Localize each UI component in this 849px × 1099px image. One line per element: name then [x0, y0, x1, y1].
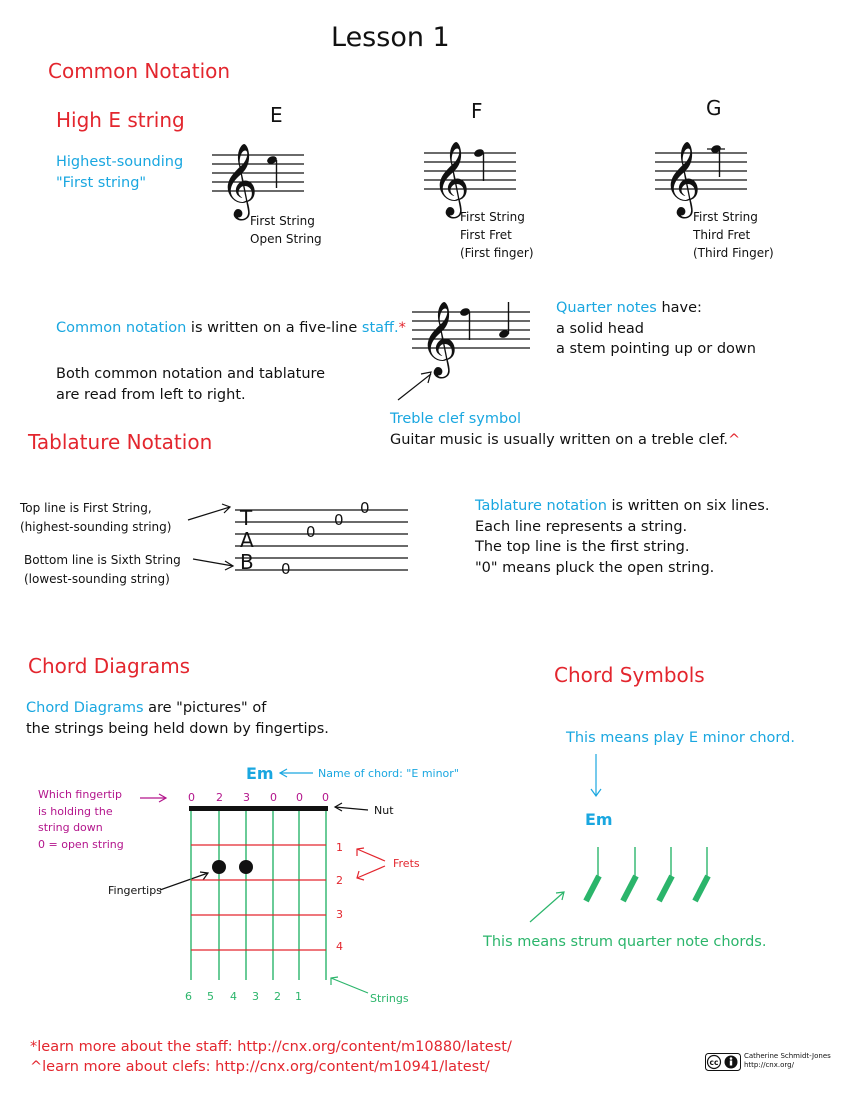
strum-slash [623, 876, 636, 901]
chord-symbols-heading: Chord Symbols [554, 663, 705, 687]
fingertip-label: Which fingertip is holding the string down 0 = open string [38, 788, 124, 851]
treble-clef-icon: 𝄞 [420, 302, 458, 376]
fret-number: 2 [336, 874, 343, 887]
note-letter-e: E [270, 103, 283, 127]
tab-bottom-line-label: Bottom line is Sixth String (lowest-sounding string) [24, 553, 181, 586]
nut-label: Nut [374, 804, 394, 817]
license-attribution: Catherine Schmidt-Jones http://cnx.org/ [744, 1052, 831, 1069]
fingertips-label: Fingertips [108, 884, 162, 897]
read-direction-text: Both common notation and tablature are read from left to right. [56, 366, 326, 403]
clef-link[interactable]: ^learn more about clefs: http://cnx.org/content/m10941/latest/ [30, 1059, 490, 1075]
staff-e-diagram [212, 144, 304, 218]
treble-clef-icon: 𝄞 [663, 142, 701, 216]
staff-g-diagram [655, 142, 747, 216]
tab-staff [185, 500, 410, 580]
strum-diagram [520, 752, 720, 932]
frets-label: Frets [393, 857, 420, 870]
tab-digit: 0 [334, 511, 344, 529]
tab-top-line-label: Top line is First String, (highest-sounding string) [20, 501, 172, 534]
strum-slash [659, 876, 672, 901]
quarter-note-staff [412, 302, 530, 407]
strum-slash [586, 876, 599, 901]
chord-diagrams-heading: Chord Diagrams [28, 654, 191, 678]
chord-name-label: Name of chord: "E minor" [318, 767, 459, 780]
cc-by-icon [705, 1053, 741, 1071]
strum-text: This means strum quarter note chords. [483, 934, 767, 950]
fret-number: 1 [336, 841, 343, 854]
note-letter-g: G [706, 96, 722, 120]
svg-text:cc: cc [709, 1058, 719, 1067]
page-title: Lesson 1 [331, 22, 450, 53]
fingertip-dot [212, 860, 226, 874]
fret-number: 4 [336, 940, 343, 953]
staff-sentence: Common notation is written on a five-line staff.* [56, 320, 406, 336]
common-notation-heading: Common Notation [48, 59, 231, 83]
strings-label: Strings [370, 992, 409, 1005]
fret-number: 3 [336, 908, 343, 921]
note-g-caption: First String Third Fret (Third Finger) [693, 210, 774, 260]
tab-letters: T A B [240, 506, 254, 574]
staff-f-diagram [424, 142, 516, 216]
treble-clef-icon: 𝄞 [432, 142, 470, 216]
high-e-desc: Highest-sounding "First string" [56, 154, 184, 191]
tab-digit: 0 [281, 560, 291, 578]
chord-symbol: Em [585, 810, 613, 829]
note-e-caption: First String Open String [250, 214, 322, 246]
tablature-desc: Tablature notation is written on six lines. Each line represents a string. The top line is the first string. "0" means pluck the open string. [475, 498, 770, 576]
chord-play-text: This means play E minor chord. [566, 730, 795, 746]
strum-slash [695, 876, 708, 901]
treble-clef-icon: 𝄞 [220, 144, 258, 218]
note-f-caption: First String First Fret (First finger) [460, 210, 534, 260]
chord-diagram [130, 760, 430, 1000]
tablature-heading: Tablature Notation [28, 430, 213, 454]
fingertip-dot [239, 860, 253, 874]
high-e-heading: High E string [56, 108, 185, 132]
staff-link[interactable]: *learn more about the staff: http://cnx.org/content/m10880/latest/ [30, 1039, 512, 1055]
tab-digit: 0 [306, 523, 316, 541]
chord-diagrams-desc: Chord Diagrams are "pictures" of the strings being held down by fingertips. [26, 700, 329, 737]
note-letter-f: F [471, 99, 483, 123]
chord-name: Em [246, 764, 274, 783]
quarter-note-desc: Quarter notes have: a solid head a stem pointing up or down [556, 300, 756, 357]
treble-clef-desc: Treble clef symbol Guitar music is usually written on a treble clef.^ [390, 411, 741, 448]
tab-digit: 0 [360, 499, 370, 517]
